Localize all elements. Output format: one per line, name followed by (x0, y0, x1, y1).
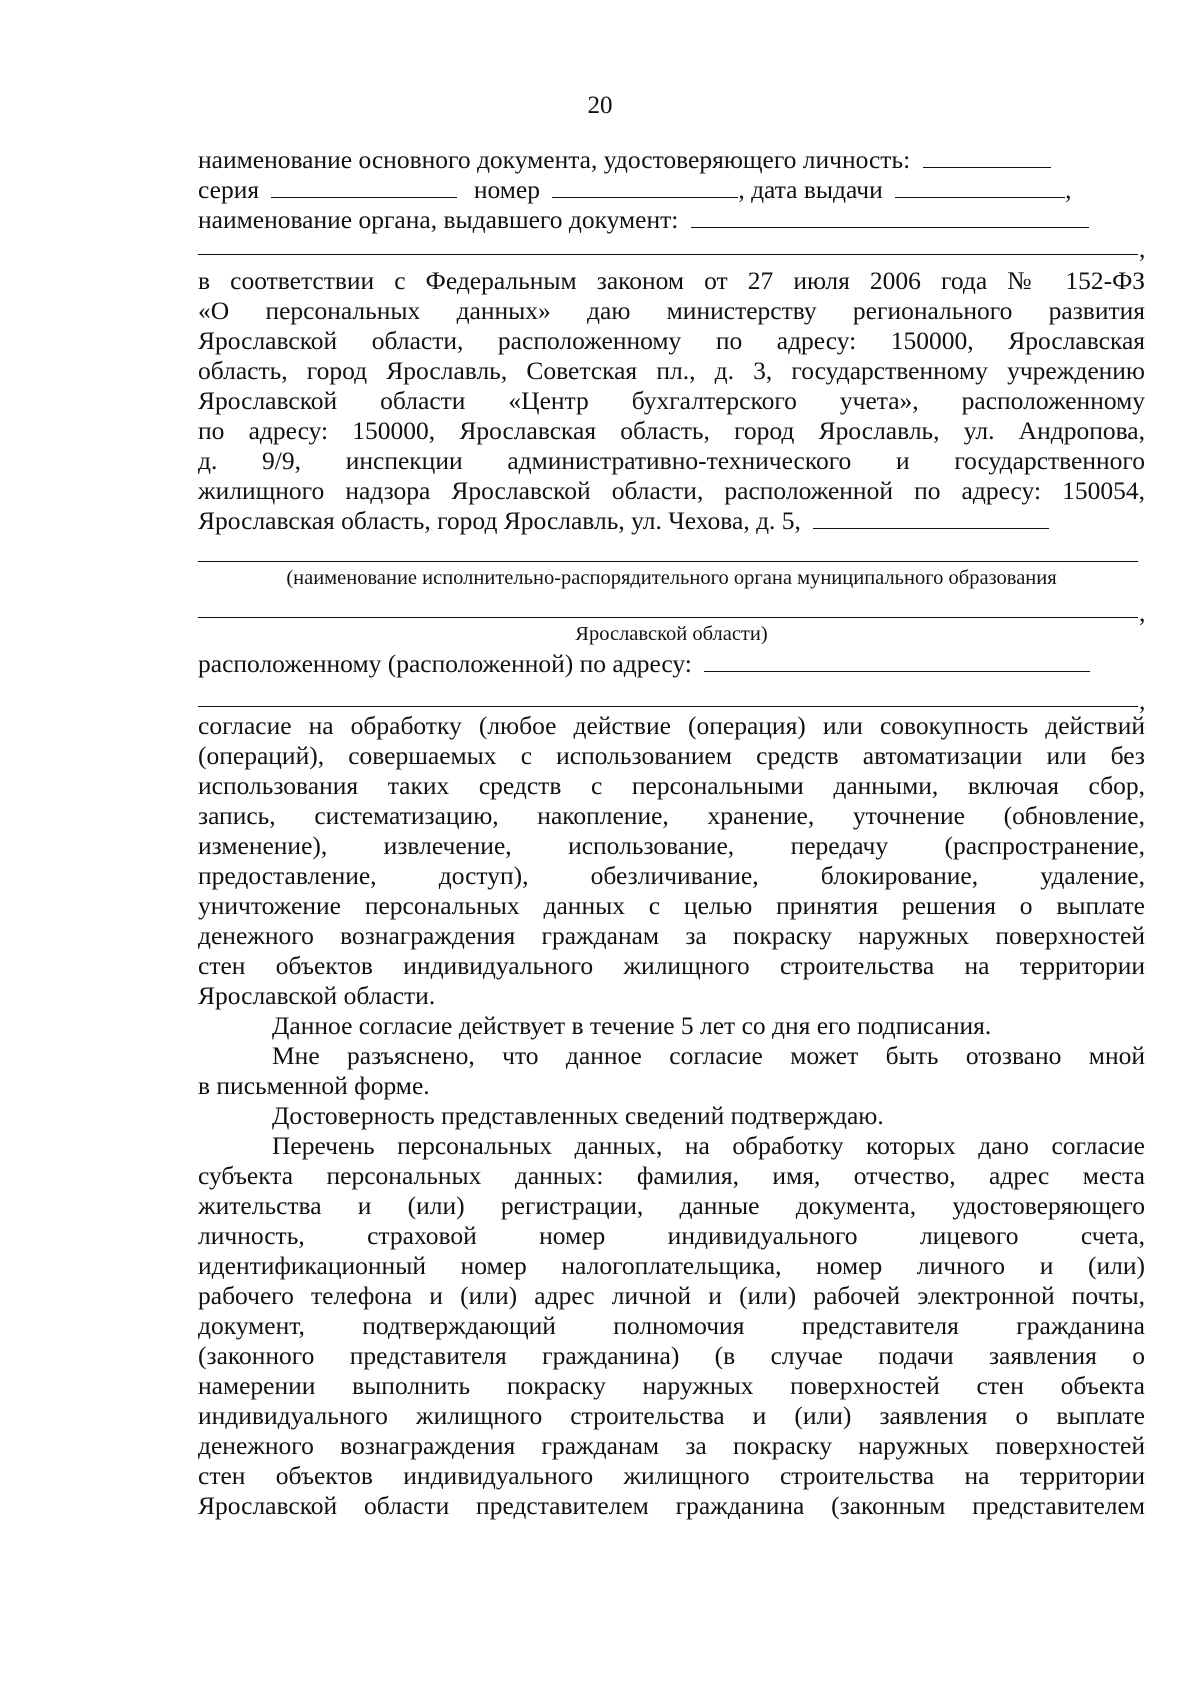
issuer-blank-line-2 (198, 254, 1138, 255)
series-number-line (198, 175, 1145, 205)
address-label: расположенному (расположенной) по адресу: (198, 649, 692, 678)
issuer-blank (691, 205, 1089, 228)
processing-line: согласие на обработку (любое действие (операция) или совокупность действий (198, 711, 1145, 740)
address-blank (704, 649, 1090, 672)
processing-line: запись, систематизацию, накопление, хранение, уточнение (обновление, (198, 801, 1145, 830)
authority-blank-line-2 (198, 617, 1138, 618)
list-line: стен объектов индивидуального жилищного строительства на территории (198, 1461, 1145, 1490)
consent-line: Ярославской области, расположенному по адресу: 150000, Ярославская (198, 326, 1145, 355)
comma: , (1065, 175, 1072, 204)
authority-blank (813, 506, 1049, 529)
consent-line: жилищного надзора Ярославской области, расположенной по адресу: 150054, (198, 476, 1145, 505)
revocation-line-2: в письменной форме. (198, 1071, 430, 1100)
list-line: жительства и (или) регистрации, данные документа, удостоверяющего (198, 1191, 1145, 1220)
list-line: намерении выполнить покраску наружных поверхностей стен объекта (198, 1371, 1145, 1400)
consent-line: д. 9/9, инспекции административно-технического и государственного (198, 446, 1145, 475)
revocation-line: Мне разъяснено, что данное согласие может быть отозвано мной (272, 1041, 1145, 1070)
processing-line: денежного вознаграждения гражданам за покраску наружных поверхностей (198, 921, 1145, 950)
consent-last-text: Ярославская область, город Ярославль, ул. Чехова, д. 5, (198, 506, 801, 535)
doc-name-label: наименование основного документа, удостоверяющего личность: (198, 145, 911, 174)
series-label: серия (198, 175, 260, 204)
authority-caption: (наименование исполнительно-распорядительного органа муниципального образования (286, 567, 1057, 589)
doc-name-blank (923, 145, 1051, 168)
list-line: денежного вознаграждения гражданам за покраску наружных поверхностей (198, 1431, 1145, 1460)
processing-line: использования таких средств с персональными данными, включая сбор, (198, 771, 1145, 800)
validity-text: Данное согласие действует в течение 5 лет со дня его подписания. (272, 1011, 992, 1040)
doc-name-line (198, 145, 1145, 175)
consent-last-line (198, 506, 1145, 536)
authority-blank-line (198, 561, 1138, 562)
address-blank-line-2 (198, 706, 1138, 707)
processing-line: уничтожение персональных данных с целью принятия решения о выплате (198, 891, 1145, 920)
comma: , (1139, 234, 1146, 263)
authority-caption-2: Ярославской области) (575, 623, 768, 645)
comma: , (1139, 686, 1146, 715)
consent-line: по адресу: 150000, Ярославская область, город Ярославль, ул. Андропова, (198, 416, 1145, 445)
processing-line: стен объектов индивидуального жилищного строительства на территории (198, 951, 1145, 980)
list-first-line: Перечень персональных данных, на обработку которых дано согласие (272, 1131, 1145, 1160)
processing-line: изменение), извлечение, использование, передачу (распространение, (198, 831, 1145, 860)
issuer-label: наименование органа, выдавшего документ: (198, 205, 679, 234)
list-line: идентификационный номер налогоплательщика, номер личного и (или) (198, 1251, 1145, 1280)
consent-line: «О персональных данных» даю министерству регионального развития (198, 296, 1145, 325)
list-line: документ, подтверждающий полномочия представителя гражданина (198, 1311, 1145, 1340)
list-line: Ярославской области представителем гражданина (законным представителем (198, 1491, 1145, 1520)
date-blank (895, 175, 1065, 198)
consent-line: Ярославской области «Центр бухгалтерского учета», расположенному (198, 386, 1145, 415)
list-line: (законного представителя гражданина) (в случае подачи заявления о (198, 1341, 1145, 1370)
list-line: рабочего телефона и (или) адрес личной и (или) рабочей электронной почты, (198, 1281, 1145, 1310)
list-line: личность, страховой номер индивидуального лицевого счета, (198, 1221, 1145, 1250)
confirmation-text: Достоверность представленных сведений подтверждаю. (272, 1101, 884, 1130)
list-line: субъекта персональных данных: фамилия, имя, отчество, адрес места (198, 1161, 1145, 1190)
address-line (198, 649, 1145, 679)
processing-line: (операций), совершаемых с использованием средств автоматизации или без (198, 741, 1145, 770)
comma: , (1139, 598, 1146, 627)
consent-line: в соответствии с Федеральным законом от 27 июля 2006 года № 152-ФЗ (198, 266, 1145, 295)
number-label: номер (473, 175, 540, 204)
processing-last-line: Ярославской области. (198, 981, 436, 1010)
processing-line: предоставление, доступ), обезличивание, блокирование, удаление, (198, 861, 1145, 890)
number-blank (552, 175, 738, 198)
date-label: , дата выдачи (738, 175, 883, 204)
page-number: 20 (587, 92, 613, 119)
list-line: индивидуального жилищного строительства и (или) заявления о выплате (198, 1401, 1145, 1430)
consent-line: область, город Ярославль, Советская пл., д. 3, государственному учреждению (198, 356, 1145, 385)
issuer-line (198, 205, 1145, 235)
series-blank (271, 175, 457, 198)
